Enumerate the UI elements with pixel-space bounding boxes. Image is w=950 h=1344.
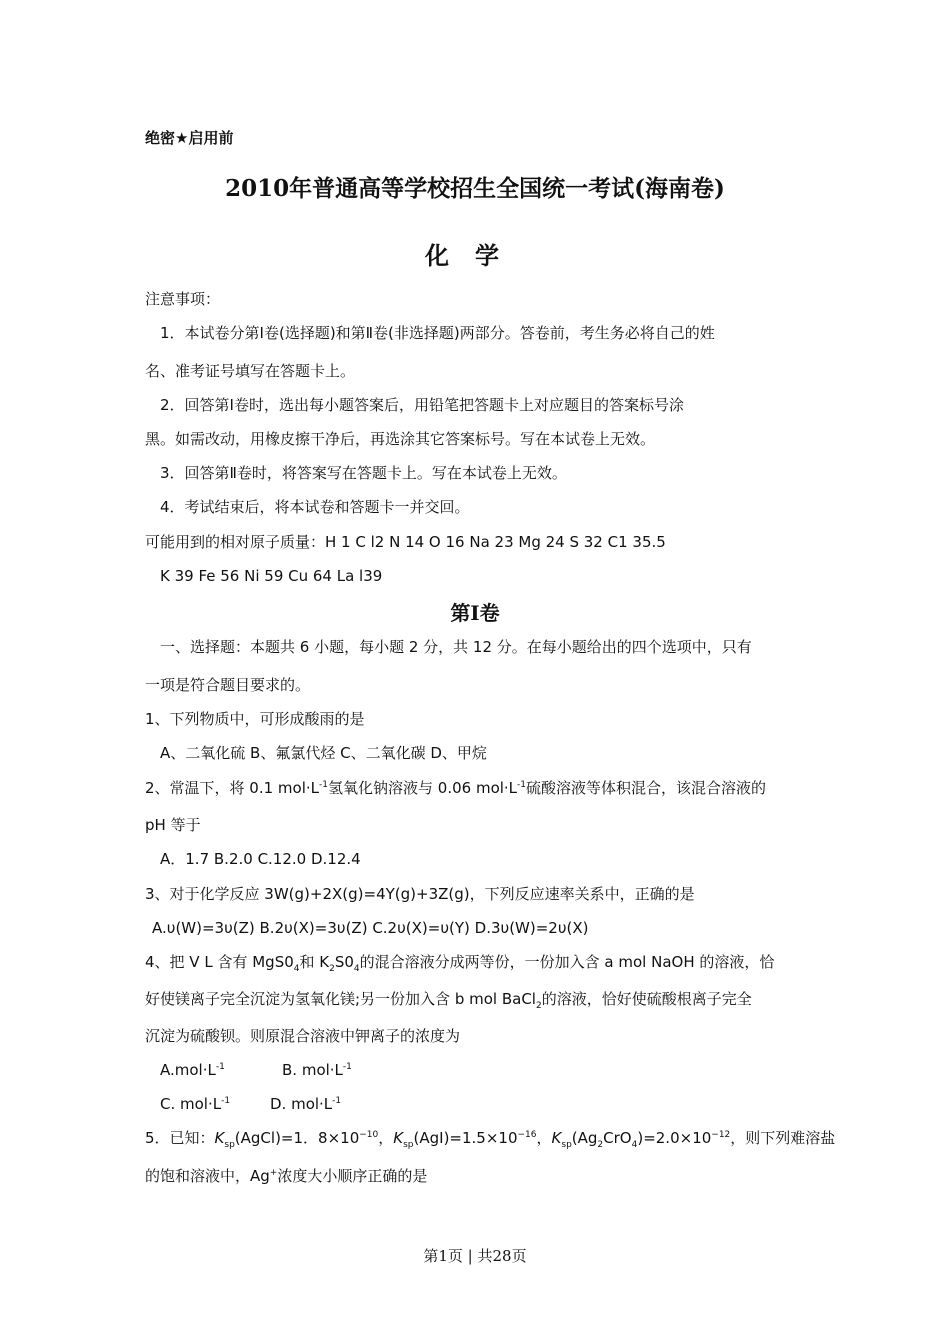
q4-option-c-text: C. mol·L: [160, 1095, 222, 1113]
q5-exp-10: −10: [359, 1130, 379, 1140]
q5-ag2cro4-2: CrO: [603, 1129, 632, 1147]
q5-k-3: K: [551, 1129, 562, 1147]
note-2-line-2: 黑。如需改动，用橡皮擦干净后，再选涂其它答案标号。写在本试卷上无效。: [145, 430, 656, 448]
q4-option-b-text: B. mol·L: [282, 1061, 343, 1079]
q2-sup-1: -1: [319, 780, 329, 790]
q4-option-d-sup: -1: [332, 1096, 342, 1106]
confidential-label: 绝密★启用前: [145, 129, 234, 147]
exam-title: 2010年普通高等学校招生全国统一考试(海南卷): [225, 175, 725, 202]
q5-exp-12: −12: [711, 1130, 731, 1140]
q5-sp-1: sp: [224, 1140, 235, 1150]
q5-comma-1: ，: [378, 1129, 394, 1147]
q4-option-a-sup: -1: [215, 1062, 225, 1072]
q5-plus: +: [269, 1168, 278, 1178]
q4-sub-1: 4: [293, 964, 300, 974]
q4-sub-4: 2: [535, 1001, 542, 1011]
q4-text-3: S0: [334, 953, 354, 971]
q4-option-a: [160, 1060, 282, 1080]
question-4-line-1: [145, 952, 774, 972]
q5-agi: (AgI)=1.5×10: [413, 1129, 518, 1147]
q4-option-d-text: D. mol·L: [270, 1095, 333, 1113]
part1-intro-line-1: 一、选择题：本题共 6 小题，每小题 2 分，共 12 分。在每小题给出的四个选项中，只有: [160, 638, 752, 656]
q5-comma-2: ，: [536, 1129, 552, 1147]
q5-k-1: K: [214, 1129, 225, 1147]
q2-text-2: 氢氧化钠溶液与 0.06 mol·L: [328, 779, 518, 797]
q5-ag2cro4-1: (Ag: [571, 1129, 598, 1147]
note-1-line-1: 1．本试卷分第Ⅰ卷(选择题)和第Ⅱ卷(非选择题)两部分。答卷前，考生务必将自己的姓: [160, 324, 715, 342]
q4-option-b: [282, 1060, 352, 1080]
q4-sub-2: 2: [329, 964, 335, 974]
q5-k-2: K: [393, 1129, 404, 1147]
note-4: 4．考试结束后，将本试卷和答题卡一并交回。: [160, 498, 470, 516]
note-1-line-2: 名、准考证号填写在答题卡上。: [145, 362, 356, 380]
subject-title: 化学: [425, 242, 525, 270]
question-2-stem-line-2: pH 等于: [145, 816, 201, 834]
question-1-options: A、二氧化硫 B、氟氯代烃 C、二氧化碳 D、甲烷: [160, 744, 487, 762]
question-2-stem-line-1: [145, 778, 766, 798]
question-2-options: A．1.7 B.2.0 C.12.0 D.12.4: [160, 850, 361, 868]
q5-sp-2: sp: [403, 1140, 414, 1150]
q5-text-3: 浓度大小顺序正确的是: [277, 1167, 428, 1185]
section-title: 第Ⅰ卷: [450, 601, 500, 625]
q2-text-1: 2、常温下，将 0.1 mol·L: [145, 779, 320, 797]
q5-tail: ，则下列难溶盐: [730, 1129, 836, 1147]
q5-text-2: 的饱和溶液中，Ag: [145, 1167, 270, 1185]
q4-text-1: 4、把 V L 含有 MgS0: [145, 953, 294, 971]
question-4-options-ab: [160, 1060, 352, 1080]
q4-sub-3: 4: [353, 964, 360, 974]
atomic-mass-line-2: K 39 Fe 56 Ni 59 Cu 64 La l39: [160, 567, 383, 585]
q5-sp-3: sp: [561, 1140, 572, 1150]
part1-intro-line-2: 一项是符合题目要求的。: [145, 676, 311, 694]
question-4-line-2: [145, 989, 752, 1009]
q5-agcl: (AgCl)=1．8×10: [234, 1129, 360, 1147]
q4-text-2: 和 K: [299, 953, 330, 971]
question-3-stem: 3、对于化学反应 3W(g)+2X(g)=4Y(g)+3Z(g)，下列反应速率关系中，正确的是: [145, 885, 695, 903]
question-4-line-3: 沉淀为硫酸钡。则原混合溶液中钾离子的浓度为: [145, 1027, 461, 1045]
q4-text-5: 好使镁离子完全沉淀为氢氧化镁;另一份加入含 b mol BaCl: [145, 990, 536, 1008]
question-3-options: A.υ(W)=3υ(Z) B.2υ(X)=3υ(Z) C.2υ(X)=υ(Y) D.3υ(W)=2υ(X): [152, 919, 589, 937]
q4-option-b-sup: -1: [342, 1062, 352, 1072]
q5-exp-16: −16: [517, 1130, 537, 1140]
note-2-line-1: 2．回答第Ⅰ卷时，选出每小题答案后，用铅笔把答题卡上对应题目的答案标号涂: [160, 396, 684, 414]
q4-option-c: [160, 1094, 270, 1114]
q4-option-d: [270, 1094, 341, 1114]
q5-sub-4: 4: [631, 1140, 638, 1150]
question-4-options-cd: [160, 1094, 341, 1114]
page-footer: 第1页 | 共28页: [423, 1247, 527, 1265]
q4-option-c-sup: -1: [221, 1096, 231, 1106]
q2-text-3: 硫酸溶液等体积混合，该混合溶液的: [526, 779, 767, 797]
note-3: 3．回答第Ⅱ卷时，将答案写在答题卡上。写在本试卷上无效。: [160, 464, 567, 482]
question-5-line-2: [145, 1166, 427, 1186]
q2-sup-2: -1: [517, 780, 527, 790]
q4-text-6: 的溶液，恰好使硫酸根离子完全: [541, 990, 752, 1008]
atomic-mass-line-1: 可能用到的相对原子质量：H 1 C l2 N 14 O 16 Na 23 Mg 24 S 32 C1 35.5: [145, 533, 666, 551]
question-1-stem: 1、下列物质中，可形成酸雨的是: [145, 710, 365, 728]
notes-heading: 注意事项：: [145, 290, 221, 308]
q4-text-4: 的混合溶液分成两等份，一份加入含 a mol NaOH 的溶液，恰: [359, 953, 775, 971]
q5-sub-2: 2: [597, 1140, 604, 1150]
q4-option-a-text: A.mol·L: [160, 1061, 216, 1079]
q5-text-1: 5．已知：: [145, 1129, 215, 1147]
q5-ag2cro4-3: )=2.0×10: [637, 1129, 712, 1147]
question-5-line-1: [145, 1128, 835, 1148]
